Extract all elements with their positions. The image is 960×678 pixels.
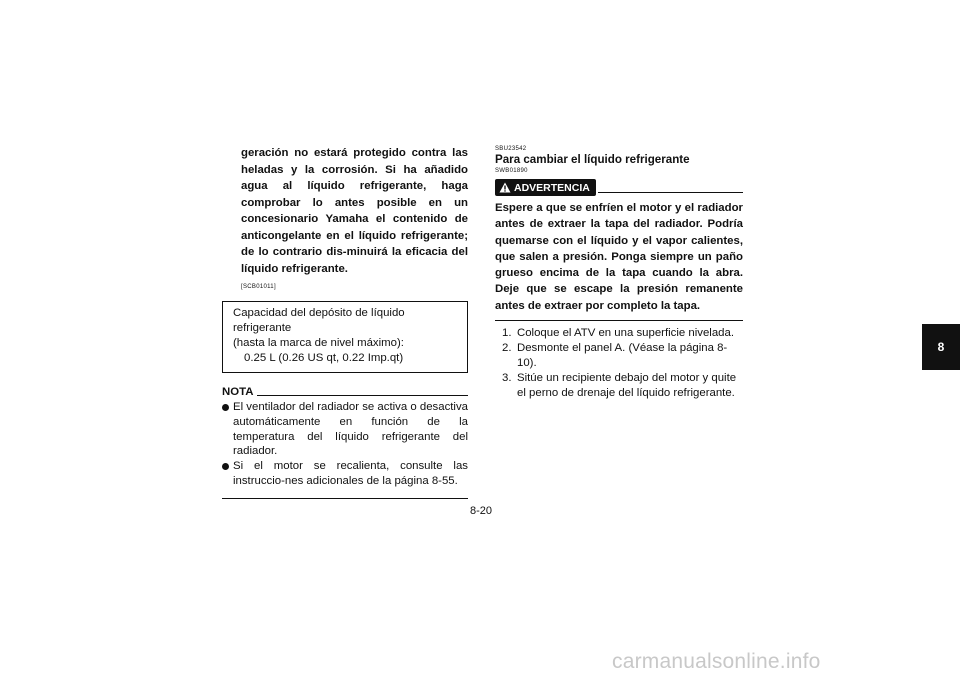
step-text: Sitúe un recipiente debajo del motor y quite el perno de drenaje del líquido refrigerante.: [517, 372, 737, 400]
warning-text: Espere a que se enfríen el motor y el radiador antes de extraer la tapa del radiador. Podría quemarse con el líquido y el vapor calientes, que salen a presión. Ponga siempre un paño grueso encima de la tapa cuando la abra. Deje que se escape la presión remanente antes de extraer por completo la tapa.: [495, 202, 743, 312]
warning-label: ADVERTENCIA: [514, 181, 590, 194]
step-number: 1.: [502, 327, 512, 340]
note-label: NOTA: [222, 386, 254, 398]
step-text: Desmonte el panel A. (Véase la página 8-10).: [517, 342, 728, 370]
step-item: [495, 326, 743, 341]
warning-badge: [495, 179, 596, 196]
step-item: [495, 341, 743, 371]
warning-end-rule: [495, 320, 743, 321]
note-rule: [257, 395, 468, 396]
steps-list: [495, 326, 743, 401]
bullet-icon: [222, 404, 229, 411]
continued-warning-text: geración no estará protegido contra las heladas y la corrosión. Si ha añadido agua al líquido refrigerante, haga comprobar lo antes posible en un concesionario Yamaha el contenido de anticongelante en el líquido refrigerante; de lo contrario dis-minuirá la eficacia del líquido refrigerante.: [241, 147, 468, 275]
step-text: Coloque el ATV en una superficie nivelada.: [517, 327, 734, 340]
note-item-text: El ventilador del radiador se activa o desactiva automáticamente en función de la temperatura del líquido refrigerante del radiador.: [233, 401, 468, 458]
section-title: Para cambiar el líquido refrigerante: [495, 153, 690, 166]
note-item-text: Si el motor se recalienta, consulte las instruccio-nes adicionales de la página 8-55.: [233, 460, 468, 487]
note-item: [222, 400, 468, 459]
note-item: [222, 459, 468, 489]
capacity-box: [222, 301, 468, 373]
step-number: 3.: [502, 372, 512, 385]
note-heading: [222, 386, 468, 398]
page-number: 8-20: [470, 505, 493, 517]
left-column: [222, 145, 468, 499]
note-list: [222, 400, 468, 489]
warning-code: SWB01890: [495, 168, 528, 174]
note-end-rule: [222, 498, 468, 499]
warning-heading: [495, 179, 743, 196]
bullet-icon: [222, 463, 229, 470]
step-number: 2.: [502, 342, 512, 355]
warning-triangle-icon: [499, 182, 511, 193]
section-code: SBU23542: [495, 146, 527, 152]
capacity-line-2: (hasta la marca de nivel máximo):: [233, 337, 404, 349]
capacity-value: 0.25 L (0.26 US qt, 0.22 Imp.qt): [244, 352, 404, 364]
chapter-tab: 8: [922, 324, 960, 370]
step-item: [495, 371, 743, 401]
capacity-line-1: Capacidad del depósito de líquido refrigerante: [233, 307, 405, 334]
right-column: [495, 145, 743, 401]
watermark: carmanualsonline.info: [612, 650, 821, 673]
caution-code: [SCB01011]: [241, 284, 276, 290]
warning-rule: [598, 192, 743, 193]
